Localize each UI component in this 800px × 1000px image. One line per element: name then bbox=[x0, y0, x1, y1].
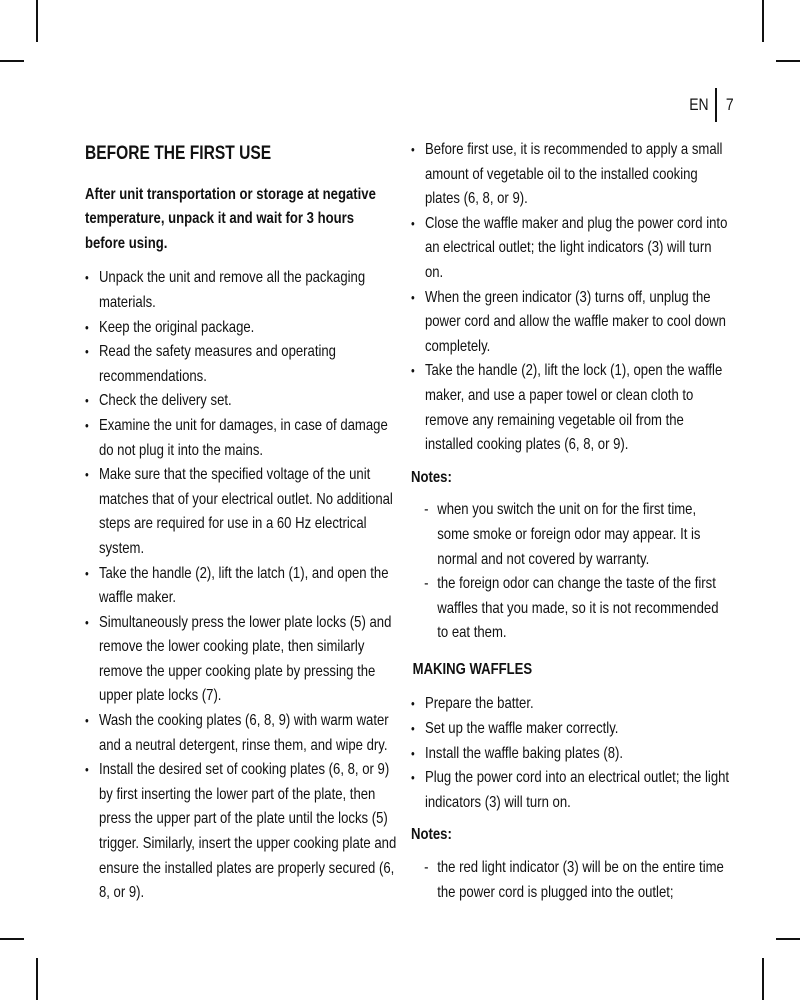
list-item: • Examine the unit for damages, in case of damage do not plug it into the mains. bbox=[85, 414, 397, 463]
list-item: • Close the waffle maker and plug the power cord into an electrical outlet; the light indicators (3) will turn on. bbox=[411, 212, 729, 286]
list-item: • Read the safety measures and operating recommendations. bbox=[85, 340, 397, 389]
crop-mark-top-right-horizontal bbox=[776, 60, 800, 62]
note-item: - the foreign odor can change the taste of the first waffles that you made, so it is not recommended to eat them. bbox=[411, 572, 729, 646]
list-item: • Make sure that the specified voltage of the unit matches that of your electrical outlet. No additional steps are required for use in a 60 Hz electrical system. bbox=[85, 463, 397, 561]
crop-mark-top-left-horizontal bbox=[0, 60, 24, 62]
list-item: • Install the desired set of cooking plates (6, 8, or 9) by first inserting the lower part of the plate, then press the upper part of the plate until the locks (5) trigger. Similarly, insert the upper cooking plate and ensure the installed plates are properly secured (6, 8, or 9). bbox=[85, 758, 397, 906]
crop-mark-top-left-vertical bbox=[36, 0, 38, 42]
crop-mark-top-right-vertical bbox=[762, 0, 764, 42]
notes-label: Notes: bbox=[411, 468, 452, 486]
list-item: • Plug the power cord into an electrical outlet; the light indicators (3) will turn on. bbox=[411, 766, 729, 815]
left-column bbox=[85, 138, 395, 906]
list-item: • Before first use, it is recommended to apply a small amount of vegetable oil to the installed cooking plates (6, 8, or 9). bbox=[411, 138, 729, 212]
note-item: - when you switch the unit on for the first time, some smoke or foreign odor may appear. It is normal and not covered by warranty. bbox=[411, 498, 729, 572]
page-header bbox=[685, 88, 734, 122]
note-item: - the red light indicator (3) will be on the entire time the power cord is plugged into the outlet; bbox=[411, 856, 729, 905]
list-item: • Prepare the batter. bbox=[411, 692, 729, 717]
list-item: • Set up the waffle maker correctly. bbox=[411, 717, 729, 742]
list-item: • Simultaneously press the lower plate locks (5) and remove the lower cooking plate, then similarly remove the upper cooking plate by pressing the upper plate locks (7). bbox=[85, 611, 397, 709]
language-code: EN bbox=[689, 95, 709, 114]
notes-label-2: Notes: bbox=[411, 826, 452, 844]
list-item: • When the green indicator (3) turns off, unplug the power cord and allow the waffle maker to cool down completely. bbox=[411, 286, 729, 360]
crop-mark-bottom-left-horizontal bbox=[0, 938, 24, 940]
section-title-making-waffles: MAKING WAFFLES bbox=[412, 660, 533, 678]
making-waffles-list bbox=[411, 692, 729, 815]
section-title-before-first-use: BEFORE THE FIRST USE bbox=[85, 143, 272, 164]
list-item: • Install the waffle baking plates (8). bbox=[411, 742, 729, 767]
list-item: • Take the handle (2), lift the lock (1), open the waffle maker, and use a paper towel or clean cloth to remove any remaining vegetable oil from the installed cooking plates (6, 8, or 9). bbox=[411, 359, 729, 457]
list-item: • Check the delivery set. bbox=[85, 389, 397, 414]
list-item: • Take the handle (2), lift the latch (1), and open the waffle maker. bbox=[85, 562, 397, 611]
first-use-list bbox=[411, 138, 729, 458]
right-column bbox=[411, 138, 729, 905]
list-item: • Unpack the unit and remove all the packaging materials. bbox=[85, 266, 397, 315]
crop-mark-bottom-right-vertical bbox=[762, 958, 764, 1000]
notes-list bbox=[411, 498, 729, 646]
list-item: • Keep the original package. bbox=[85, 316, 397, 341]
list-item: • Wash the cooking plates (6, 8, 9) with warm water and a neutral detergent, rinse them, and wipe dry. bbox=[85, 709, 397, 758]
crop-mark-bottom-right-horizontal bbox=[776, 938, 800, 940]
intro-warning: After unit transportation or storage at negative temperature, unpack it and wait for 3 hours before using. bbox=[85, 185, 376, 252]
header-separator bbox=[715, 88, 717, 122]
crop-mark-bottom-left-vertical bbox=[36, 958, 38, 1000]
notes-list-2 bbox=[411, 856, 729, 905]
page-number: 7 bbox=[725, 95, 734, 114]
preparation-list bbox=[85, 266, 397, 905]
